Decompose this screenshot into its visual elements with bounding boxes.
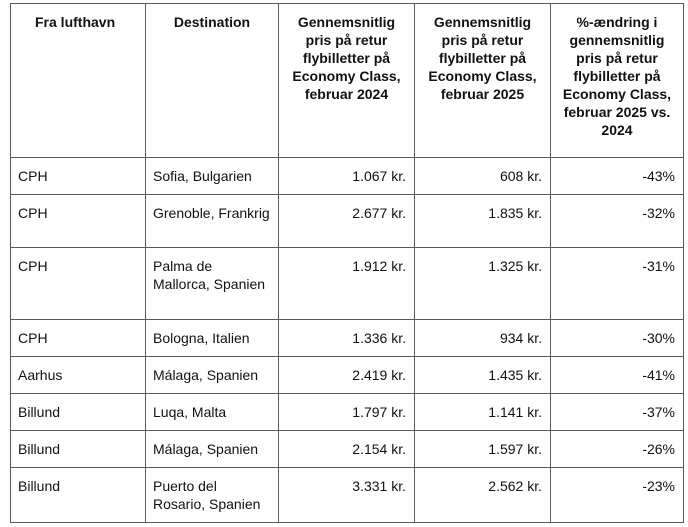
header-destination: Destination — [146, 4, 279, 158]
cell-from-airport: Billund — [11, 431, 146, 468]
cell-destination: Luqa, Malta — [146, 394, 279, 431]
cell-price-2025: 1.435 kr. — [415, 357, 551, 394]
cell-from-airport: Billund — [11, 394, 146, 431]
cell-destination: Málaga, Spanien — [146, 431, 279, 468]
header-price-2024: Gennemsnitlig pris på retur flybilletter på Economy Class, februar 2024 — [279, 4, 415, 158]
table-header-row — [11, 4, 684, 158]
price-table-container — [10, 3, 684, 523]
cell-destination: Grenoble, Frankrig — [146, 195, 279, 248]
cell-price-2024: 1.912 kr. — [279, 248, 415, 320]
cell-percent-change: -43% — [551, 158, 684, 195]
price-comparison-table — [10, 3, 684, 523]
cell-price-2025: 2.562 kr. — [415, 468, 551, 523]
header-percent-change: %-ændring i gennemsnitlig pris på retur flybilletter på Economy Class, februar 2025 vs. 2024 — [551, 4, 684, 158]
cell-price-2024: 1.797 kr. — [279, 394, 415, 431]
cell-price-2025: 1.835 kr. — [415, 195, 551, 248]
cell-price-2025: 1.141 kr. — [415, 394, 551, 431]
cell-percent-change: -41% — [551, 357, 684, 394]
cell-from-airport: CPH — [11, 195, 146, 248]
cell-destination: Palma de Mallorca, Spanien — [146, 248, 279, 320]
cell-price-2024: 2.154 kr. — [279, 431, 415, 468]
cell-price-2025: 934 kr. — [415, 320, 551, 357]
cell-percent-change: -26% — [551, 431, 684, 468]
cell-destination: Sofia, Bulgarien — [146, 158, 279, 195]
header-price-2025: Gennemsnitlig pris på retur flybilletter på Economy Class, februar 2025 — [415, 4, 551, 158]
cell-price-2024: 2.677 kr. — [279, 195, 415, 248]
cell-from-airport: CPH — [11, 248, 146, 320]
table-row — [11, 320, 684, 357]
cell-percent-change: -31% — [551, 248, 684, 320]
cell-percent-change: -37% — [551, 394, 684, 431]
cell-percent-change: -32% — [551, 195, 684, 248]
table-row — [11, 357, 684, 394]
cell-from-airport: Aarhus — [11, 357, 146, 394]
table-row — [11, 158, 684, 195]
cell-price-2024: 2.419 kr. — [279, 357, 415, 394]
cell-destination: Bologna, Italien — [146, 320, 279, 357]
cell-price-2025: 1.325 kr. — [415, 248, 551, 320]
cell-percent-change: -30% — [551, 320, 684, 357]
cell-from-airport: Billund — [11, 468, 146, 523]
table-row — [11, 248, 684, 320]
table-row — [11, 394, 684, 431]
cell-price-2025: 1.597 kr. — [415, 431, 551, 468]
cell-price-2024: 3.331 kr. — [279, 468, 415, 523]
cell-price-2024: 1.067 kr. — [279, 158, 415, 195]
cell-destination: Málaga, Spanien — [146, 357, 279, 394]
cell-from-airport: CPH — [11, 158, 146, 195]
table-row — [11, 431, 684, 468]
table-row — [11, 195, 684, 248]
cell-price-2025: 608 kr. — [415, 158, 551, 195]
cell-destination: Puerto del Rosario, Spanien — [146, 468, 279, 523]
header-from-airport: Fra lufthavn — [11, 4, 146, 158]
table-row — [11, 468, 684, 523]
cell-from-airport: CPH — [11, 320, 146, 357]
cell-price-2024: 1.336 kr. — [279, 320, 415, 357]
cell-percent-change: -23% — [551, 468, 684, 523]
